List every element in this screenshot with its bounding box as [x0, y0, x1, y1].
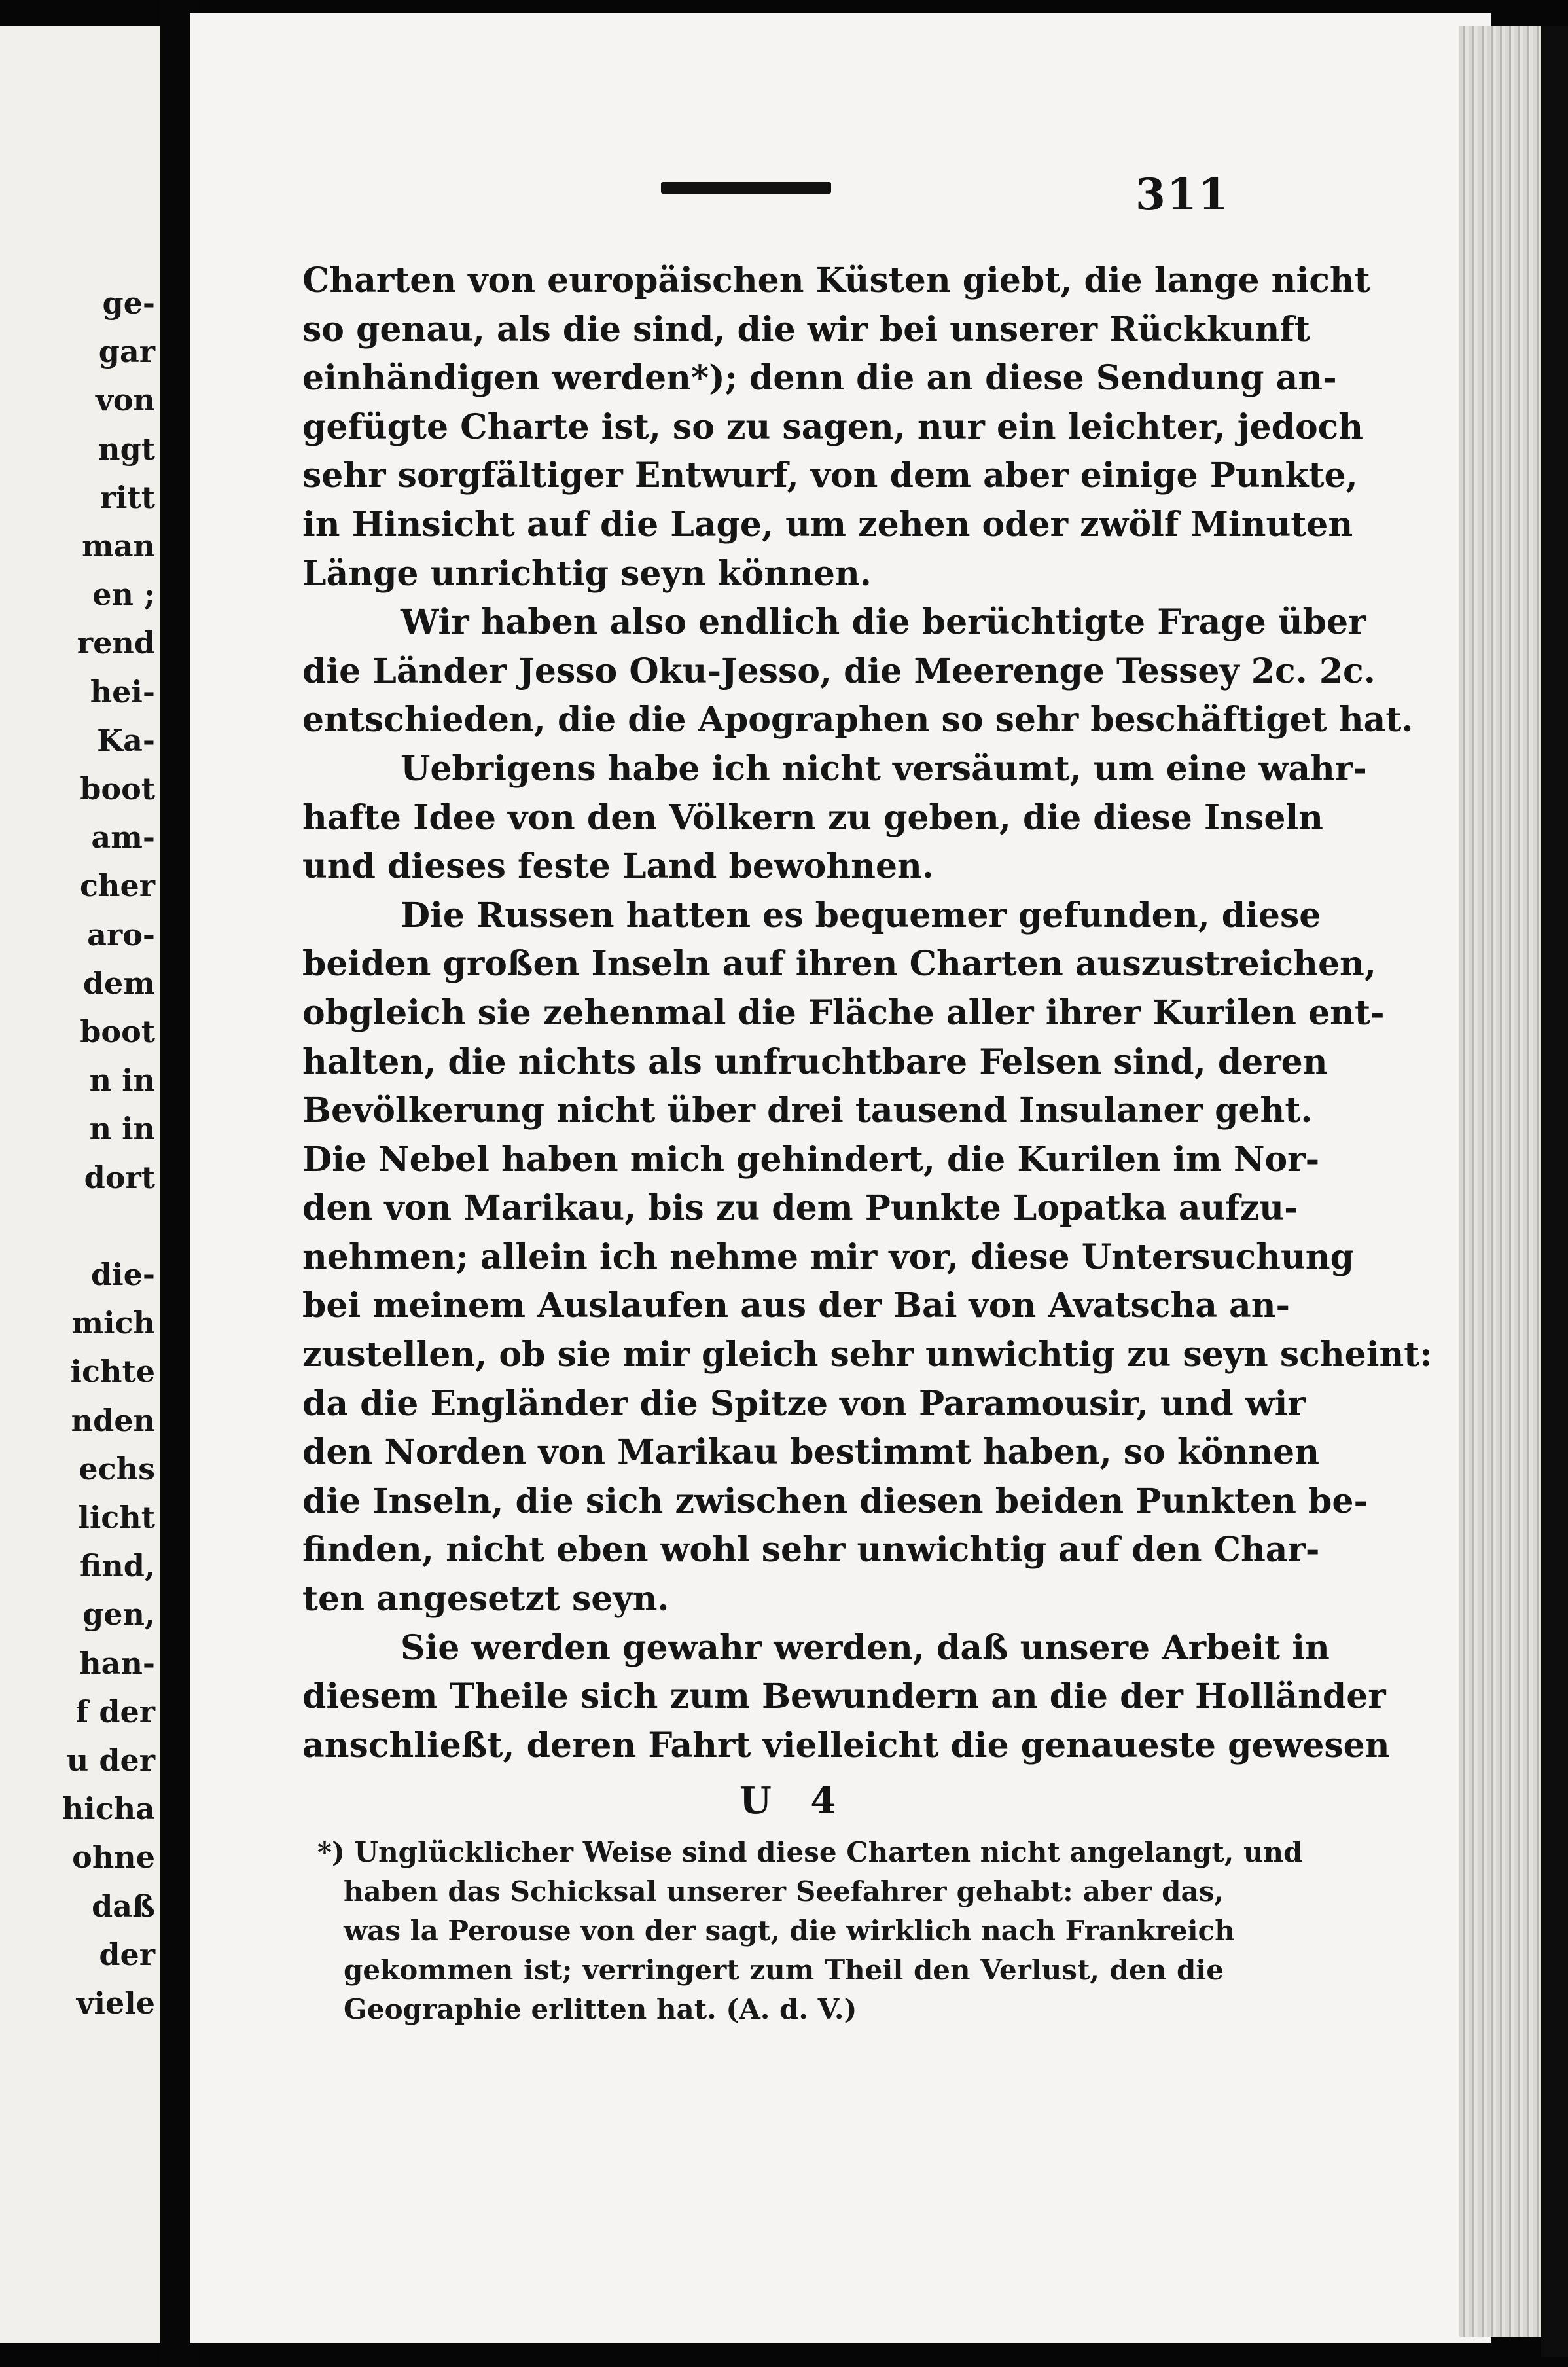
- text-line: obgleich sie zehenmal die Fläche aller ihrer Kurilen ent-: [302, 992, 1385, 1033]
- left-page-fragment: daß: [92, 1888, 155, 1924]
- header-rule: [661, 182, 831, 194]
- left-page-fragment: en ;: [92, 577, 155, 613]
- left-page-fragment: n in: [89, 1111, 155, 1147]
- text-line: Die Nebel haben mich gehindert, die Kurilen im Nor-: [302, 1139, 1320, 1180]
- text-line: hafte Idee von den Völkern zu geben, die diese Inseln: [302, 797, 1323, 838]
- left-page-fragment: dem: [82, 965, 155, 1001]
- text-line: Wir haben also endlich die berüchtigte Frage über: [401, 602, 1366, 643]
- footnote-line: was la Perouse von der sagt, die wirklich nach Frankreich: [344, 1915, 1235, 1947]
- left-page-fragment: find,: [79, 1548, 155, 1584]
- footnote-line: haben das Schicksal unserer Seefahrer gehabt: aber das,: [344, 1875, 1224, 1907]
- text-line: den Norden von Marikau bestimmt haben, so können: [302, 1432, 1320, 1473]
- left-page-fragment: der: [99, 1936, 155, 1972]
- left-page-fragment: gar: [98, 334, 155, 370]
- left-page-fragment: echs: [79, 1451, 155, 1487]
- left-page-fragment: Ka-: [97, 722, 155, 758]
- left-page-fragment: boot: [80, 1014, 155, 1049]
- text-line: so genau, als die sind, die wir bei unserer Rückkunft: [302, 309, 1310, 350]
- left-page-fragment: cher: [80, 868, 155, 904]
- text-line: und dieses feste Land bewohnen.: [302, 846, 934, 887]
- text-line: sehr sorgfältiger Entwurf, von dem aber einige Punkte,: [302, 456, 1358, 496]
- text-line: den von Marikau, bis zu dem Punkte Lopatka aufzu-: [302, 1188, 1298, 1229]
- left-page-fragment: hicha: [62, 1791, 155, 1827]
- page-edge-dark: [1541, 26, 1568, 2357]
- text-line: einhändigen werden*); denn die an diese Sendung an-: [302, 358, 1337, 399]
- text-line: nehmen; allein ich nehme mir vor, diese Untersuchung: [302, 1237, 1354, 1277]
- left-page-fragment: ngt: [98, 431, 155, 467]
- left-page-fragment: dort: [84, 1159, 155, 1195]
- left-page-fragment: am-: [91, 820, 155, 856]
- printer-signature: U 4: [739, 1779, 849, 1822]
- left-page-fragment: mich: [71, 1305, 155, 1341]
- text-line: die Länder Jesso Oku-Jesso, die Meerenge Tessey 2c. 2c.: [302, 651, 1376, 691]
- text-line: Länge unrichtig seyn können.: [302, 553, 872, 594]
- text-line: finden, nicht eben wohl sehr unwichtig auf den Char-: [302, 1530, 1320, 1570]
- left-page-fragment: f der: [75, 1693, 155, 1729]
- page-number: 311: [1135, 169, 1230, 220]
- left-page-fragment: ohne: [72, 1839, 155, 1875]
- text-line: Charten von europäischen Küsten giebt, die lange nicht: [302, 261, 1370, 300]
- left-page-fragment: gen,: [82, 1597, 155, 1633]
- left-page-fragment: hei-: [90, 674, 155, 710]
- left-page-fragment: viele: [76, 1985, 155, 2021]
- footnote-line: *) Unglücklicher Weise sind diese Charten nicht angelangt, und: [317, 1836, 1303, 1868]
- text-line: entschieden, die die Apographen so sehr beschäftiget hat.: [302, 700, 1414, 740]
- footnote-block: [317, 1833, 1303, 2029]
- text-line: halten, die nichts als unfruchtbare Felsen sind, deren: [302, 1041, 1328, 1082]
- text-line: in Hinsicht auf die Lage, um zehen oder zwölf Minuten: [302, 504, 1353, 545]
- left-page-fragment: ichte: [70, 1354, 155, 1390]
- left-page-fragment: die-: [91, 1257, 155, 1292]
- left-page-fragment: han-: [79, 1645, 155, 1681]
- left-facing-page: [0, 26, 160, 2343]
- text-line: ten angesetzt seyn.: [302, 1579, 669, 1619]
- text-line: anschließt, deren Fahrt vielleicht die genaueste gewesen: [302, 1725, 1390, 1765]
- text-line: beiden großen Inseln auf ihren Charten auszustreichen,: [302, 944, 1376, 985]
- left-page-fragment: von: [96, 382, 155, 418]
- left-page-fragment: licht: [78, 1500, 155, 1535]
- text-line: gefügte Charte ist, so zu sagen, nur ein leichter, jedoch: [302, 407, 1364, 447]
- left-page-fragment: rend: [77, 625, 155, 661]
- main-text-block: [302, 257, 1433, 1770]
- text-line: Sie werden gewahr werden, daß unsere Arbeit in: [401, 1627, 1330, 1668]
- text-line: Die Russen hatten es bequemer gefunden, diese: [401, 895, 1321, 935]
- left-page-fragment: boot: [80, 771, 155, 806]
- text-line: zustellen, ob sie mir gleich sehr unwichtig zu seyn scheint:: [302, 1335, 1433, 1375]
- footnote-line: gekommen ist; verringert zum Theil den Verlust, den die: [344, 1954, 1224, 1986]
- left-page-fragment: ge-: [102, 285, 155, 321]
- left-page-fragment: nden: [71, 1402, 155, 1438]
- left-page-fragment: aro-: [87, 916, 155, 952]
- text-line: Bevölkerung nicht über drei tausend Insulaner geht.: [302, 1091, 1313, 1131]
- left-page-fragment: ritt: [99, 479, 155, 515]
- text-line: da die Engländer die Spitze von Paramousir, und wir: [302, 1383, 1306, 1424]
- text-line: Uebrigens habe ich nicht versäumt, um eine wahr-: [401, 748, 1367, 789]
- text-line: diesem Theile sich zum Bewundern an die der Holländer: [302, 1676, 1386, 1717]
- footnote-line: Geographie erlitten hat. (A. d. V.): [344, 1993, 857, 2025]
- left-page-fragment: man: [82, 528, 155, 564]
- text-line: die Inseln, die sich zwischen diesen beiden Punkten be-: [302, 1481, 1368, 1521]
- text-line: bei meinem Auslaufen aus der Bai von Avatscha an-: [302, 1286, 1291, 1326]
- left-page-fragment: n in: [89, 1062, 155, 1098]
- left-page-fragment: u der: [66, 1743, 155, 1778]
